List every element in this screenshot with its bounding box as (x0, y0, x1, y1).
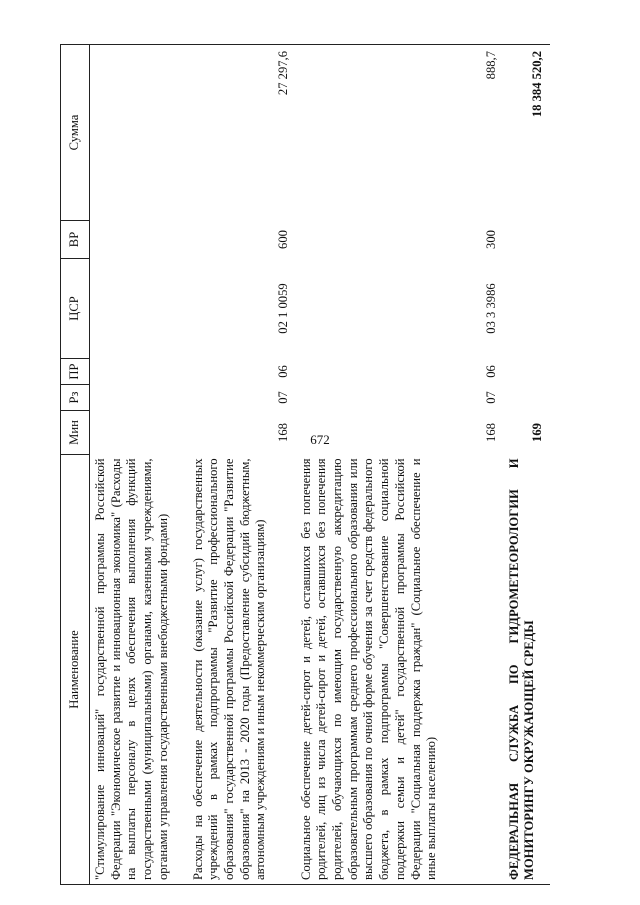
row-csr (504, 259, 550, 359)
row-name: Расходы на обеспечение деятельности (оказание услуг) государственных учреждений в рамках подпрограммы "Развитие профессионального образования" государственной программы Российской Федерации "Развитие образования" на 2013 - 2020 годы (Предоставление субсидий бюджетным, автономным учреждениям и иным некоммерческим организациям) (188, 455, 296, 885)
header-min: Мин (61, 411, 90, 455)
row-csr: 02 1 0059 (275, 283, 290, 334)
header-csr: ЦСР (61, 259, 90, 359)
row-pr (90, 359, 188, 385)
row-vr: 300 (483, 230, 498, 249)
header-rz: Рз (61, 385, 90, 411)
table-row (296, 45, 504, 885)
row-name: "Стимулирование инноваций" государственной программы Российской Федерации "Экономическое развитие и инновационная экономика" (Расходы на выплаты персоналу в целях обеспечения выполнения функций государственными (муниципальными) органами, казенными учреждениями, органами управления государственными внебюджетными фондами) (90, 455, 188, 885)
header-pr: ПР (61, 359, 90, 385)
budget-table (60, 44, 550, 885)
row-rz (90, 385, 188, 411)
row-rz (504, 385, 550, 411)
row-name: ФЕДЕРАЛЬНАЯ СЛУЖБА ПО ГИДРОМЕТЕОРОЛОГИИ И МОНИТОРИНГУ ОКРУЖАЮЩЕЙ СРЕДЫ (504, 455, 550, 885)
row-name: Социальное обеспечение детей-сирот и детей, оставшихся без попечения родителей, лиц из числа детей-сирот и детей, оставшихся без попечения родителей, обучающихся по имеющим государственную аккредитацию образовательным программам среднего профессионального образования или высшего образования по очной форме обучения за счет средств федерального бюджета, в рамках подпрограммы "Совершенствование социальной поддержки семьи и детей" государственной программы Российской Федерации "Социальная поддержка граждан" (Социальное обеспечение и иные выплаты населению) (296, 455, 504, 885)
row-min: 169 (529, 423, 544, 442)
row-sum: 888,7 (296, 45, 504, 221)
header-vr: ВР (61, 221, 90, 259)
row-pr (504, 359, 550, 385)
row-min (90, 411, 188, 455)
table-row (90, 45, 188, 885)
row-vr: 600 (275, 230, 290, 249)
row-sum (90, 45, 188, 221)
table-row (188, 45, 296, 885)
header-sum: Сумма (61, 45, 90, 221)
row-vr (90, 221, 188, 259)
row-pr: 06 (483, 365, 498, 378)
rotated-sheet (60, 45, 580, 885)
table-row (504, 45, 550, 885)
page-number: 672 (310, 432, 330, 447)
row-vr (504, 221, 550, 259)
row-min: 168 (483, 423, 498, 442)
row-csr: 03 3 3986 (483, 283, 498, 334)
row-rz: 07 (483, 391, 498, 404)
row-pr: 06 (275, 365, 290, 378)
row-sum: 18 384 520,2 (504, 45, 550, 221)
row-min: 168 (275, 423, 290, 442)
row-sum: 27 297,6 (188, 45, 296, 221)
row-csr (90, 259, 188, 359)
header-name: Наименование (61, 455, 90, 885)
row-rz: 07 (275, 391, 290, 404)
table-header-row (61, 45, 90, 885)
